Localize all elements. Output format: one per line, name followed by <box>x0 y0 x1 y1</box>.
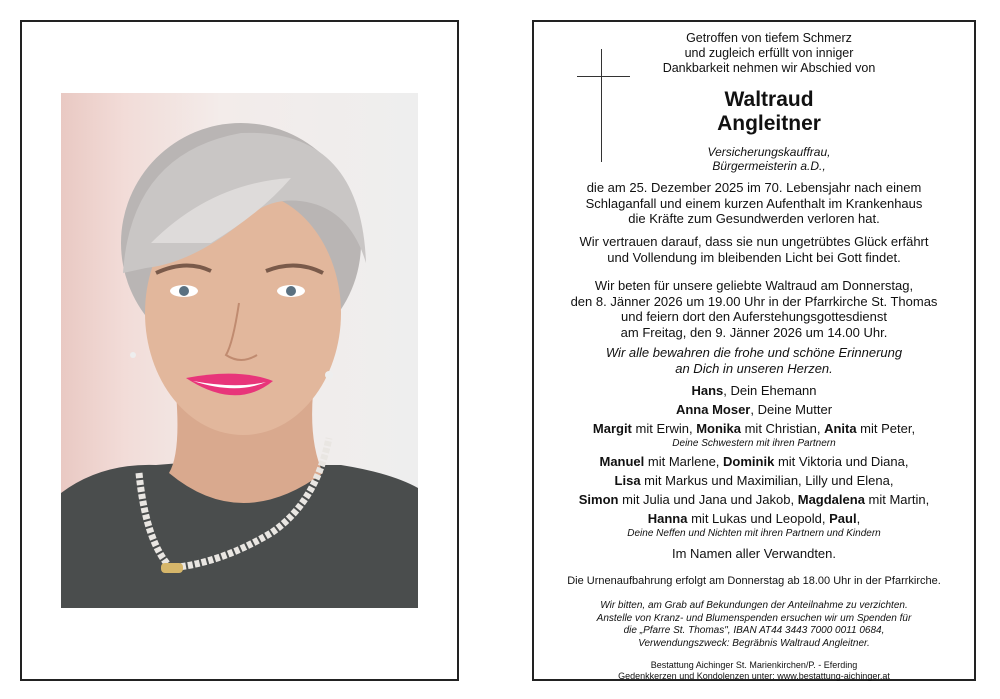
last-name: Angleitner <box>717 112 821 135</box>
family-text: mit Martin, <box>864 492 930 507</box>
family-text: mit Lukas und Leopold, <box>687 511 830 526</box>
family-name: Magdalena <box>797 492 865 507</box>
family-line <box>534 419 974 438</box>
intro-line: und zugleich erfüllt von inniger <box>684 46 854 60</box>
family-text: mit Erwin, <box>631 421 697 436</box>
paragraph-line: und feiern dort den Auferstehungsgottesdienst <box>621 309 887 324</box>
paragraph-line: die am 25. Dezember 2025 im 70. Lebensjahr nach einem <box>586 180 922 195</box>
footer-line: Bestattung Aichinger St. Marienkirchen/P. - Eferding <box>650 660 858 670</box>
family-text: , Deine Mutter <box>750 402 833 417</box>
family-text: mit Viktoria und Diana, <box>774 454 909 469</box>
family-note: Deine Schwestern mit ihren Partnern <box>672 438 836 449</box>
family-text: mit Markus und Maximilian, Lilly und Elena, <box>640 473 894 488</box>
family-text: , <box>856 511 861 526</box>
title-line: Versicherungskauffrau, <box>707 145 831 159</box>
request-line: Wir bitten, am Grab auf Bekundungen der Anteilnahme zu verzichten. <box>600 600 908 611</box>
cross-icon-bar <box>577 76 630 77</box>
intro-line: Getroffen von tiefem Schmerz <box>686 31 852 45</box>
paragraph-line: Schlaganfall und einem kurzen Aufenthalt im Krankenhaus <box>585 195 923 211</box>
paragraph-line: am Freitag, den 9. Jänner 2026 um 14.00 Uhr. <box>620 324 888 340</box>
donation-request <box>534 600 974 650</box>
family-text: mit Christian, <box>740 421 825 436</box>
family-note: Deine Neffen und Nichten mit ihren Partnern und Kindern <box>627 528 881 539</box>
title-line: Bürgermeisterin a.D., <box>712 159 826 173</box>
service-paragraph <box>534 278 974 340</box>
portrait-photo <box>61 93 418 608</box>
family-text: mit Marlene, <box>644 454 724 469</box>
request-line: Verwendungszweck: Begräbnis Waltraud Angleitner. <box>638 637 870 649</box>
family-line <box>534 471 974 490</box>
family-name: Dominik <box>723 454 775 469</box>
paragraph-line: Wir beten für unsere geliebte Waltraud am Donnerstag, <box>594 278 914 293</box>
family-name: Simon <box>578 492 619 507</box>
family-text: mit Julia und Jana und Jakob, <box>618 492 798 507</box>
family-name: Lisa <box>614 473 641 488</box>
portrait-photo-icon <box>61 93 418 608</box>
request-line: die „Pfarre St. Thomas", IBAN AT44 3443 7000 0011 0684, <box>623 625 885 636</box>
family-name: Hans <box>691 383 724 398</box>
family-list <box>534 381 974 542</box>
family-name: Hanna <box>647 511 688 526</box>
footer-line: Gedenkkerzen und Kondolenzen unter: www.bestattung-aichinger.at <box>618 671 890 681</box>
deceased-name <box>604 88 934 136</box>
closing-text: Im Namen aller Verwandten. <box>671 546 837 561</box>
portrait-panel <box>20 20 459 681</box>
memory-line: an Dich in unseren Herzen. <box>675 360 833 376</box>
family-line <box>534 490 974 509</box>
family-line <box>534 400 974 419</box>
family-name: Manuel <box>599 454 645 469</box>
family-line <box>534 381 974 400</box>
family-text: , Dein Ehemann <box>723 383 817 398</box>
request-line: Anstelle von Kranz- und Blumenspenden ersuchen wir um Spenden für <box>596 612 912 624</box>
memory-text <box>534 345 974 376</box>
family-name: Anna Moser <box>675 402 751 417</box>
family-name: Paul <box>829 511 857 526</box>
family-line <box>534 452 974 471</box>
paragraph-line: die Kräfte zum Gesundwerden verloren hat. <box>628 211 880 226</box>
urn-notice: Die Urnenaufbahrung erfolgt am Donnerstag ab 18.00 Uhr in der Pfarrkirche. <box>567 575 941 587</box>
family-name: Margit <box>592 421 632 436</box>
intro-line: Dankbarkeit nehmen wir Abschied von <box>662 61 876 75</box>
funeral-home-footer <box>534 660 974 682</box>
memory-line: Wir alle bewahren die frohe und schöne Erinnerung <box>605 345 903 360</box>
family-text: mit Peter, <box>856 421 916 436</box>
paragraph-line: den 8. Jänner 2026 um 19.00 Uhr in der Pfarrkirche St. Thomas <box>570 293 938 309</box>
obituary-panel <box>532 20 976 681</box>
paragraph-line: und Vollendung im bleibenden Licht bei Gott findet. <box>607 249 901 265</box>
deceased-titles <box>604 145 934 173</box>
first-name: Waltraud <box>724 88 814 111</box>
intro-text <box>604 31 934 76</box>
death-paragraph <box>534 180 974 227</box>
cross-icon <box>601 49 602 162</box>
family-name: Monika <box>696 421 741 436</box>
family-line <box>534 509 974 528</box>
paragraph-line: Wir vertrauen darauf, dass sie nun ungetrübtes Glück erfährt <box>579 234 929 249</box>
family-name: Anita <box>824 421 857 436</box>
faith-paragraph <box>534 234 974 265</box>
